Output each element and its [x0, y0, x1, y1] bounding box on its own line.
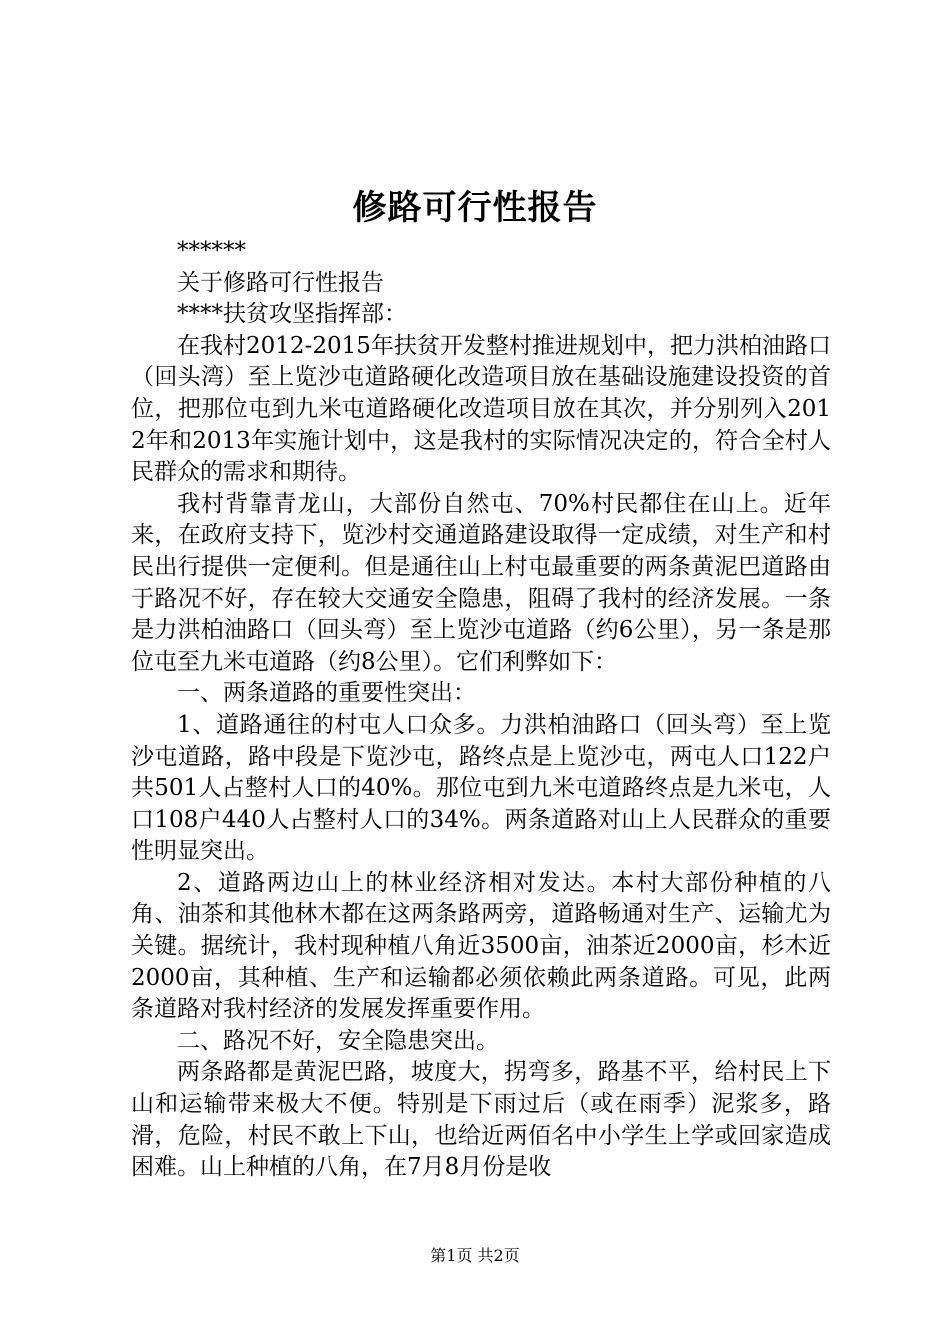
- section-heading-safety: 二、路况不好，安全隐患突出。: [177, 1027, 499, 1054]
- recipient-line: ****扶贫攻坚指挥部：: [177, 301, 407, 328]
- document-body: [131, 236, 831, 1184]
- paragraph-background: 我村背靠青龙山，大部份自然屯、70%村民都住在山上。近年来，在政府支持下，览沙村交通道路建设取得一定成绩，对生产和村民出行提供一定便利。但是通往山上村屯最重要的两条黄泥巴道路由于路况不好，存在较大交通安全隐患，阻碍了我村的经济发展。一条是力洪柏油路口（回头弯）至上览沙屯道路（约6公里），另一条是那位屯至九米屯道路（约8公里）。它们利弊如下：: [131, 490, 831, 675]
- paragraph-road-condition: 两条路都是黄泥巴路，坡度大，拐弯多，路基不平，给村民上下山和运输带来极大不便。特别是下雨过后（或在雨季）泥浆多，路滑，危险，村民不敢上下山，也给近两佰名中小学生上学或回家造成困难。山上种植的八角，在7月8月份是收: [131, 1059, 831, 1181]
- document-title: 修路可行性报告: [352, 188, 598, 228]
- page-number-footer: 第1页 共2页: [430, 1246, 520, 1265]
- paragraph-forestry: 2、道路两边山上的林业经济相对发达。本村大部份种植的八角、油茶和其他林木都在这两条路两旁，道路畅通对生产、运输尤为关键。据统计，我村现种植八角近3500亩，油茶近2000亩，杉木近2000亩，其种植、生产和运输都必须依赖此两条道路。可见，此两条道路对我村经济的发展发挥重要作用。: [131, 869, 831, 1023]
- paragraph-intro: 在我村2012-2015年扶贫开发整村推进规划中，把力洪柏油路口（回头湾）至上览沙屯道路硬化改造项目放在基础设施建设投资的首位，把那位屯到九米屯道路硬化改造项目放在其次，并分别列入2012年和2013年实施计划中，这是我村的实际情况决定的，符合全村人民群众的需求和期待。: [131, 332, 831, 486]
- sender-line: ******: [177, 238, 246, 264]
- subject-line: 关于修路可行性报告: [177, 269, 384, 296]
- section-heading-importance: 一、两条道路的重要性突出：: [177, 680, 476, 707]
- paragraph-population: 1、道路通往的村屯人口众多。力洪柏油路口（回头弯）至上览沙屯道路，路中段是下览沙屯，路终点是上览沙屯，两屯人口122户共501人占整村人口的40%。那位屯到九米屯道路终点是九米屯，人口108户440人占整村人口的34%。两条道路对山上人民群众的重要性明显突出。: [131, 711, 831, 865]
